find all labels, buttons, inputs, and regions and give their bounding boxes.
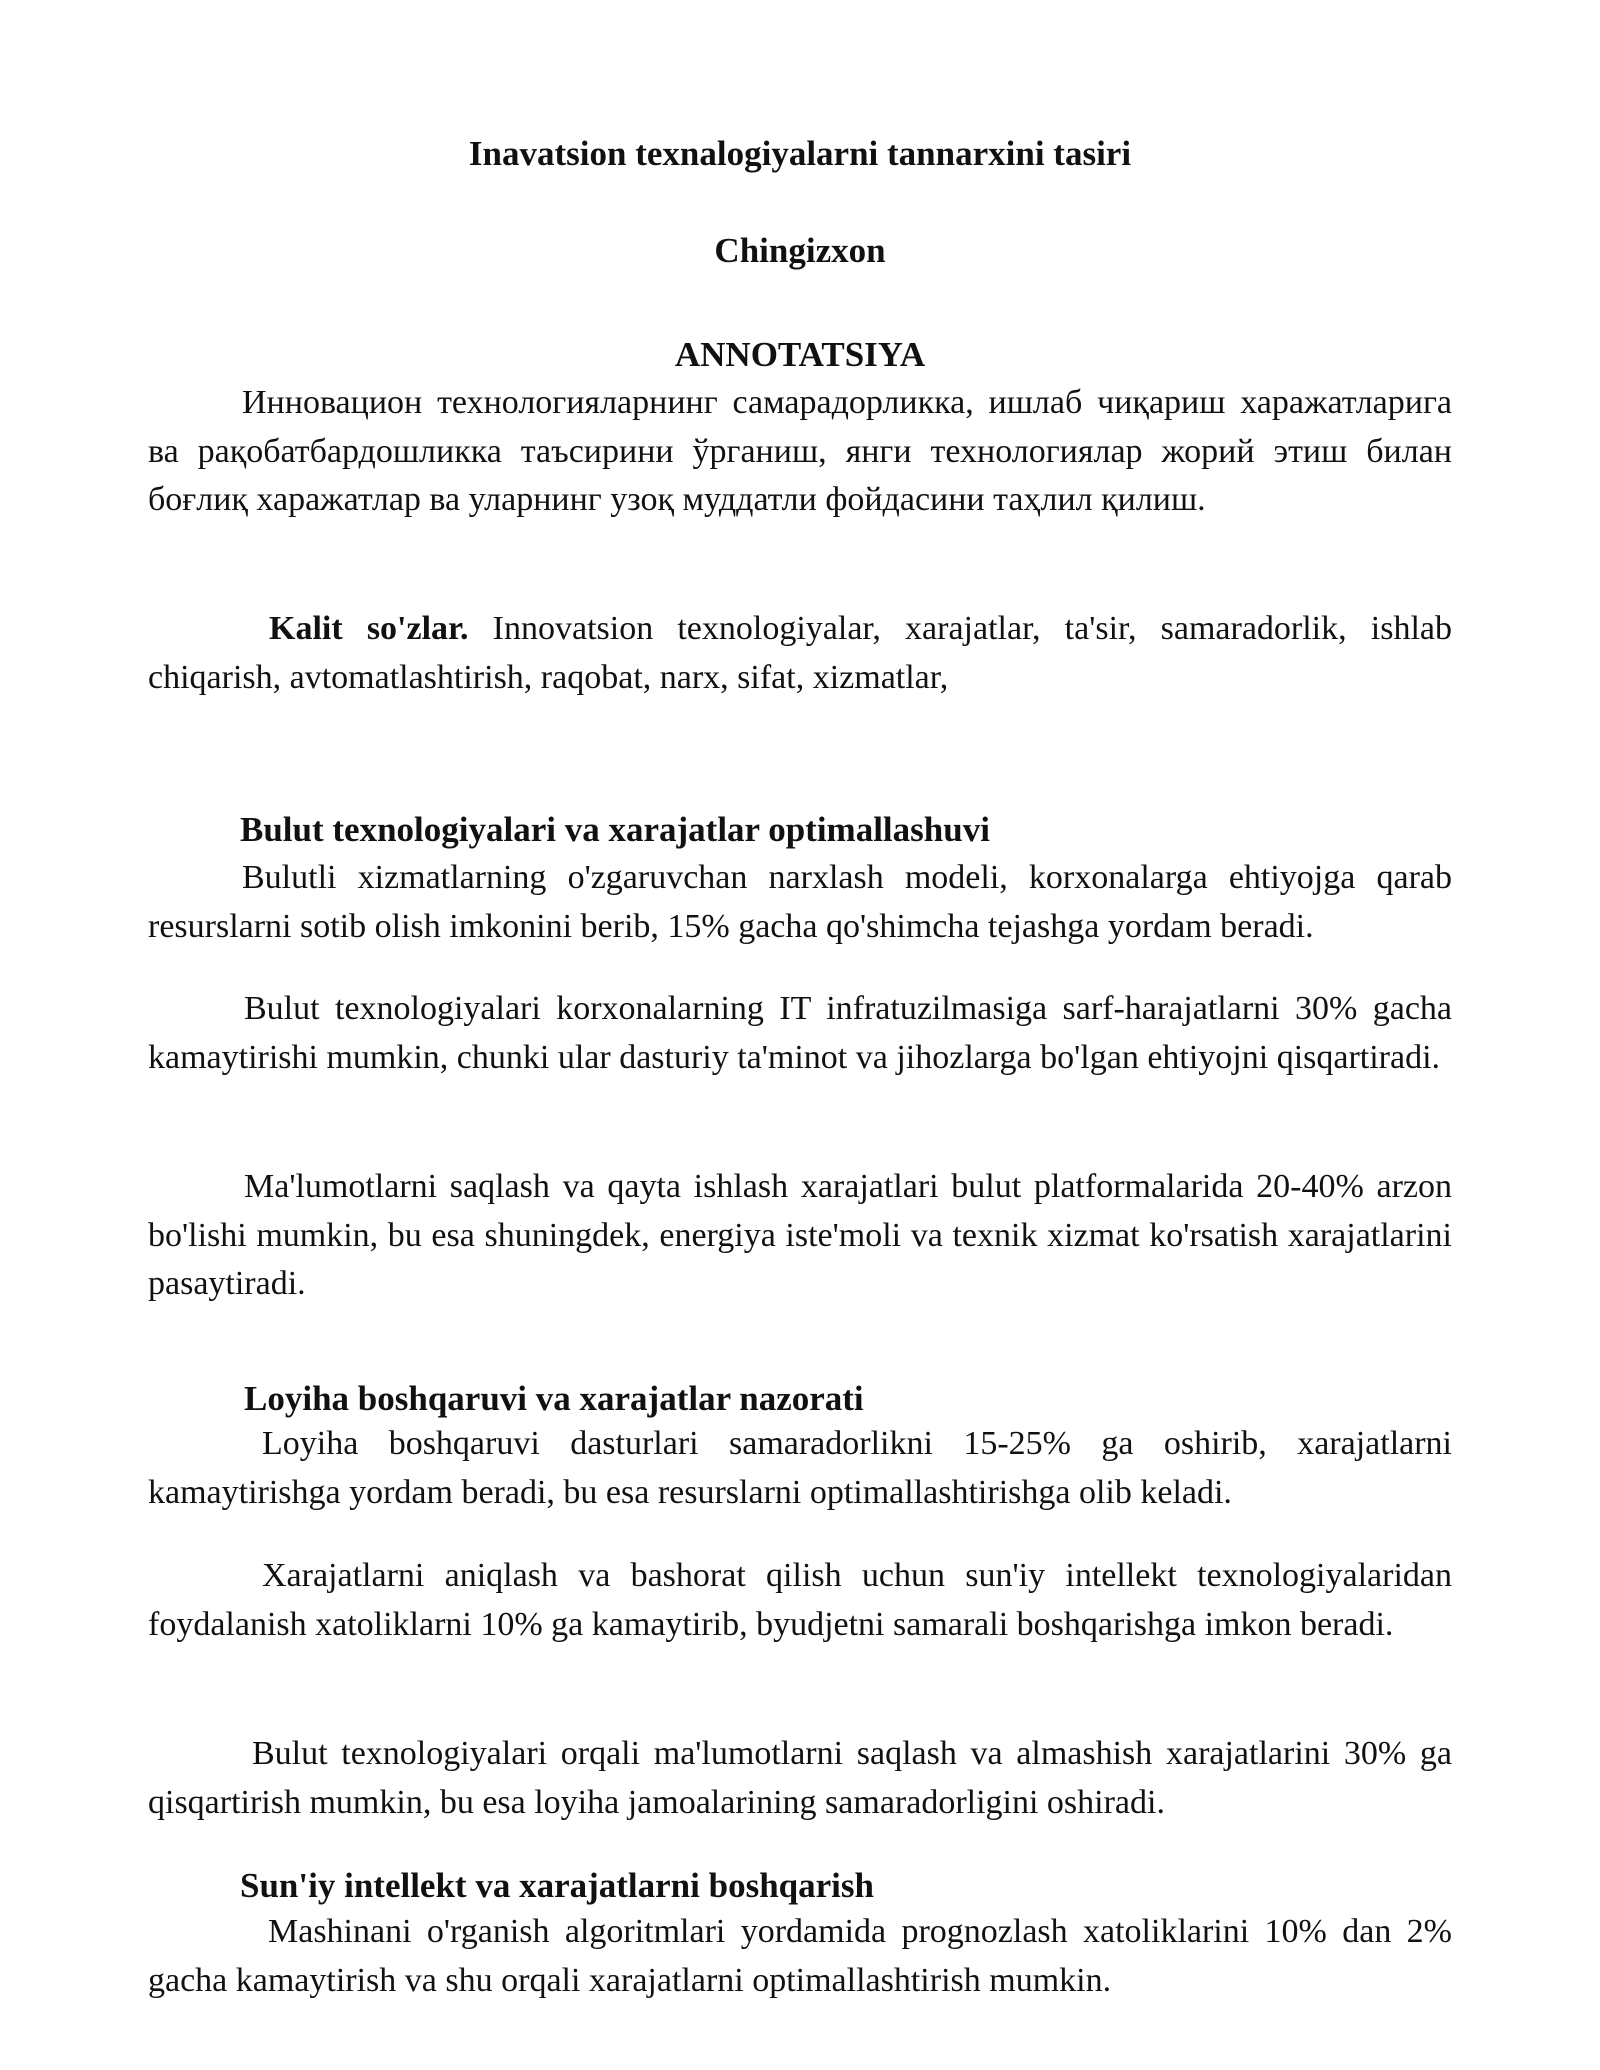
document-page (148, 0, 1452, 2070)
annotation-heading: ANNOTATSIYA (674, 335, 926, 374)
section-paragraph: Xarajatlarni aniqlash va bashorat qilish uchun sun'iy intellekt texnologiyalaridan foydalanish xatoliklarni 10% ga kamaytirib, byudjetni samarali boshqarishga imkon beradi. (148, 1557, 1452, 1643)
section-paragraph: Bulutli xizmatlarning o'zgaruvchan narxlash modeli, korxonalarga ehtiyojga qarab resurslarni sotib olish imkonini berib, 15% gacha qo'shimcha tejashga yordam beradi. (148, 859, 1452, 945)
document-title: Inavatsion texnalogiyalarni tannarxini tasiri (468, 134, 1132, 173)
document-author: Chingizxon (714, 231, 886, 270)
keywords-paragraph (148, 605, 1452, 702)
keywords-text: Innovatsion texnologiyalar, xarajatlar, ta'sir, samaradorlik, ishlab chiqarish, avtomatlashtirish, raqobat, narx, sifat, xizmatlar, (148, 610, 1452, 696)
section-heading: Loyiha boshqaruvi va xarajatlar nazorati (244, 1379, 864, 1418)
section-paragraph: Bulut texnologiyalari orqali ma'lumotlarni saqlash va almashish xarajatlarini 30% ga qisqartirish mumkin, bu esa loyiha jamoalarining samaradorligini oshiradi. (148, 1735, 1452, 1821)
section-paragraph: Ma'lumotlarni saqlash va qayta ishlash xarajatlari bulut platformalarida 20-40% arzon bo'lishi mumkin, bu esa shuningdek, energiya iste'moli va texnik xizmat ko'rsatish xarajatlarini pasaytiradi. (148, 1168, 1452, 1302)
keywords-label: Kalit so'zlar. (269, 610, 469, 647)
section-paragraph: Loyiha boshqaruvi dasturlari samaradorlikni 15-25% ga oshirib, xarajatlarni kamaytirishga yordam beradi, bu esa resurslarni optimallashtirishga olib keladi. (148, 1425, 1452, 1511)
section-paragraph: Bulut texnologiyalari korxonalarning IT infratuzilmasiga sarf-harajatlarni 30% gacha kamaytirishi mumkin, chunki ular dasturiy ta'minot va jihozlarga bo'lgan ehtiyojni qisqartiradi. (148, 990, 1452, 1076)
section-heading: Bulut texnologiyalari va xarajatlar optimallashuvi (240, 810, 990, 849)
section-heading: Sun'iy intellekt va xarajatlarni boshqarish (240, 1866, 874, 1905)
annotation-text: Инновацион технологияларнинг самарадорликка, ишлаб чиқариш харажатларига ва рақобатбардошликка таъсирини ўрганиш, янги технологиялар жорий этиш билан боғлиқ харажатлар ва уларнинг узоқ муддатли фойдасини таҳлил қилиш. (148, 384, 1452, 518)
section-paragraph: Mashinani o'rganish algoritmlari yordamida prognozlash xatoliklarini 10% dan 2% gacha kamaytirish va shu orqali xarajatlarni optimallashtirish mumkin. (148, 1913, 1452, 1999)
